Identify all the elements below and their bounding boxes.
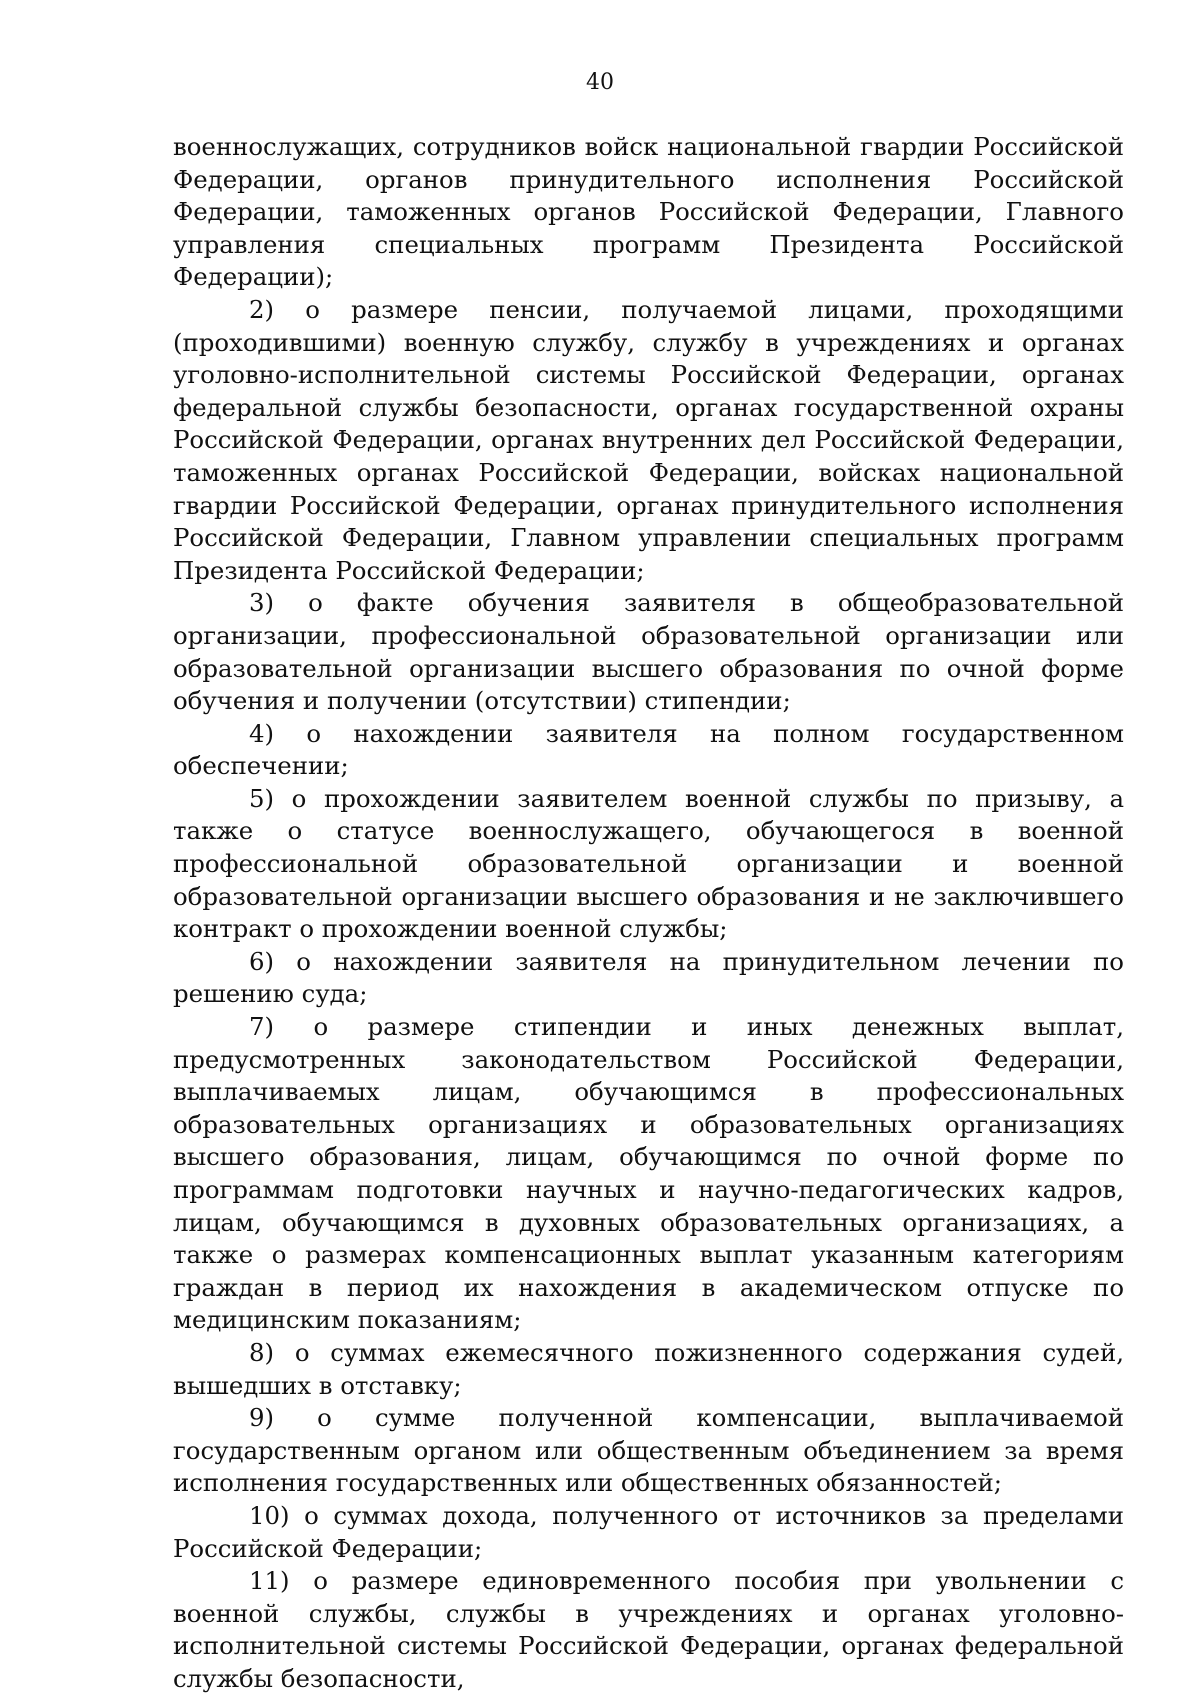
paragraph-item-5: 5) о прохождении заявителем военной службы по призыву, а также о статусе военнослужащего, обучающегося в военной профессиональной образовательной организации и военной образовательной организации высшего образования и не заключившего контракт о прохождении военной службы; (173, 783, 1124, 944)
paragraph-item-6: 6) о нахождении заявителя на принудительном лечении по решению суда; (173, 946, 1124, 1009)
paragraph-item-9: 9) о сумме полученной компенсации, выплачиваемой государственным органом или общественным объединением за время исполнения государственных или общественных обязанностей; (173, 1403, 1124, 1498)
document-body (173, 131, 1124, 1696)
paragraph-item-2: 2) о размере пенсии, получаемой лицами, проходящими (проходившими) военную службу, службу в учреждениях и органах уголовно-исполнительной системы Российской Федерации, органах федеральной службы безопасности, органах государственной охраны Российской Федерации, органах внутренних дел Российской Федерации, таможенных органах Российской Федерации, войсках национальной гвардии Российской Федерации, органах принудительного исполнения Российской Федерации, Главном управлении специальных программ Президента Российской Федерации; (173, 294, 1124, 585)
paragraph-item-11: 11) о размере единовременного пособия при увольнении с военной службы, службы в учреждениях и органах уголовно-исполнительной системы Российской Федерации, органах федеральной службы безопасности, (173, 1566, 1124, 1693)
paragraph-item-10: 10) о суммах дохода, полученного от источников за пределами Российской Федерации; (173, 1500, 1124, 1563)
paragraph-item-4: 4) о нахождении заявителя на полном государственном обеспечении; (173, 718, 1124, 781)
page-number: 40 (586, 70, 614, 95)
paragraph-continuation: военнослужащих, сотрудников войск национальной гвардии Российской Федерации, органов принудительного исполнения Российской Федерации, таможенных органов Российской Федерации, Главного управления специальных программ Президента Российской Федерации); (173, 132, 1124, 292)
paragraph-item-3: 3) о факте обучения заявителя в общеобразовательной организации, профессиональной образовательной организации или образовательной организации высшего образования по очной форме обучения и получении (отсутствии) стипендии; (173, 588, 1124, 716)
paragraph-item-7: 7) о размере стипендии и иных денежных выплат, предусмотренных законодательством Российской Федерации, выплачиваемых лицам, обучающимся в профессиональных образовательных организациях и образовательных организациях высшего образования, лицам, обучающимся по очной форме по программам подготовки научных и научно-педагогических кадров, лицам, обучающимся в духовных образовательных организациях, а также о размерах компенсационных выплат указанным категориям граждан в период их нахождения в академическом отпуске по медицинским показаниям; (173, 1012, 1124, 1335)
paragraph-item-8: 8) о суммах ежемесячного пожизненного содержания судей, вышедших в отставку; (173, 1337, 1124, 1400)
